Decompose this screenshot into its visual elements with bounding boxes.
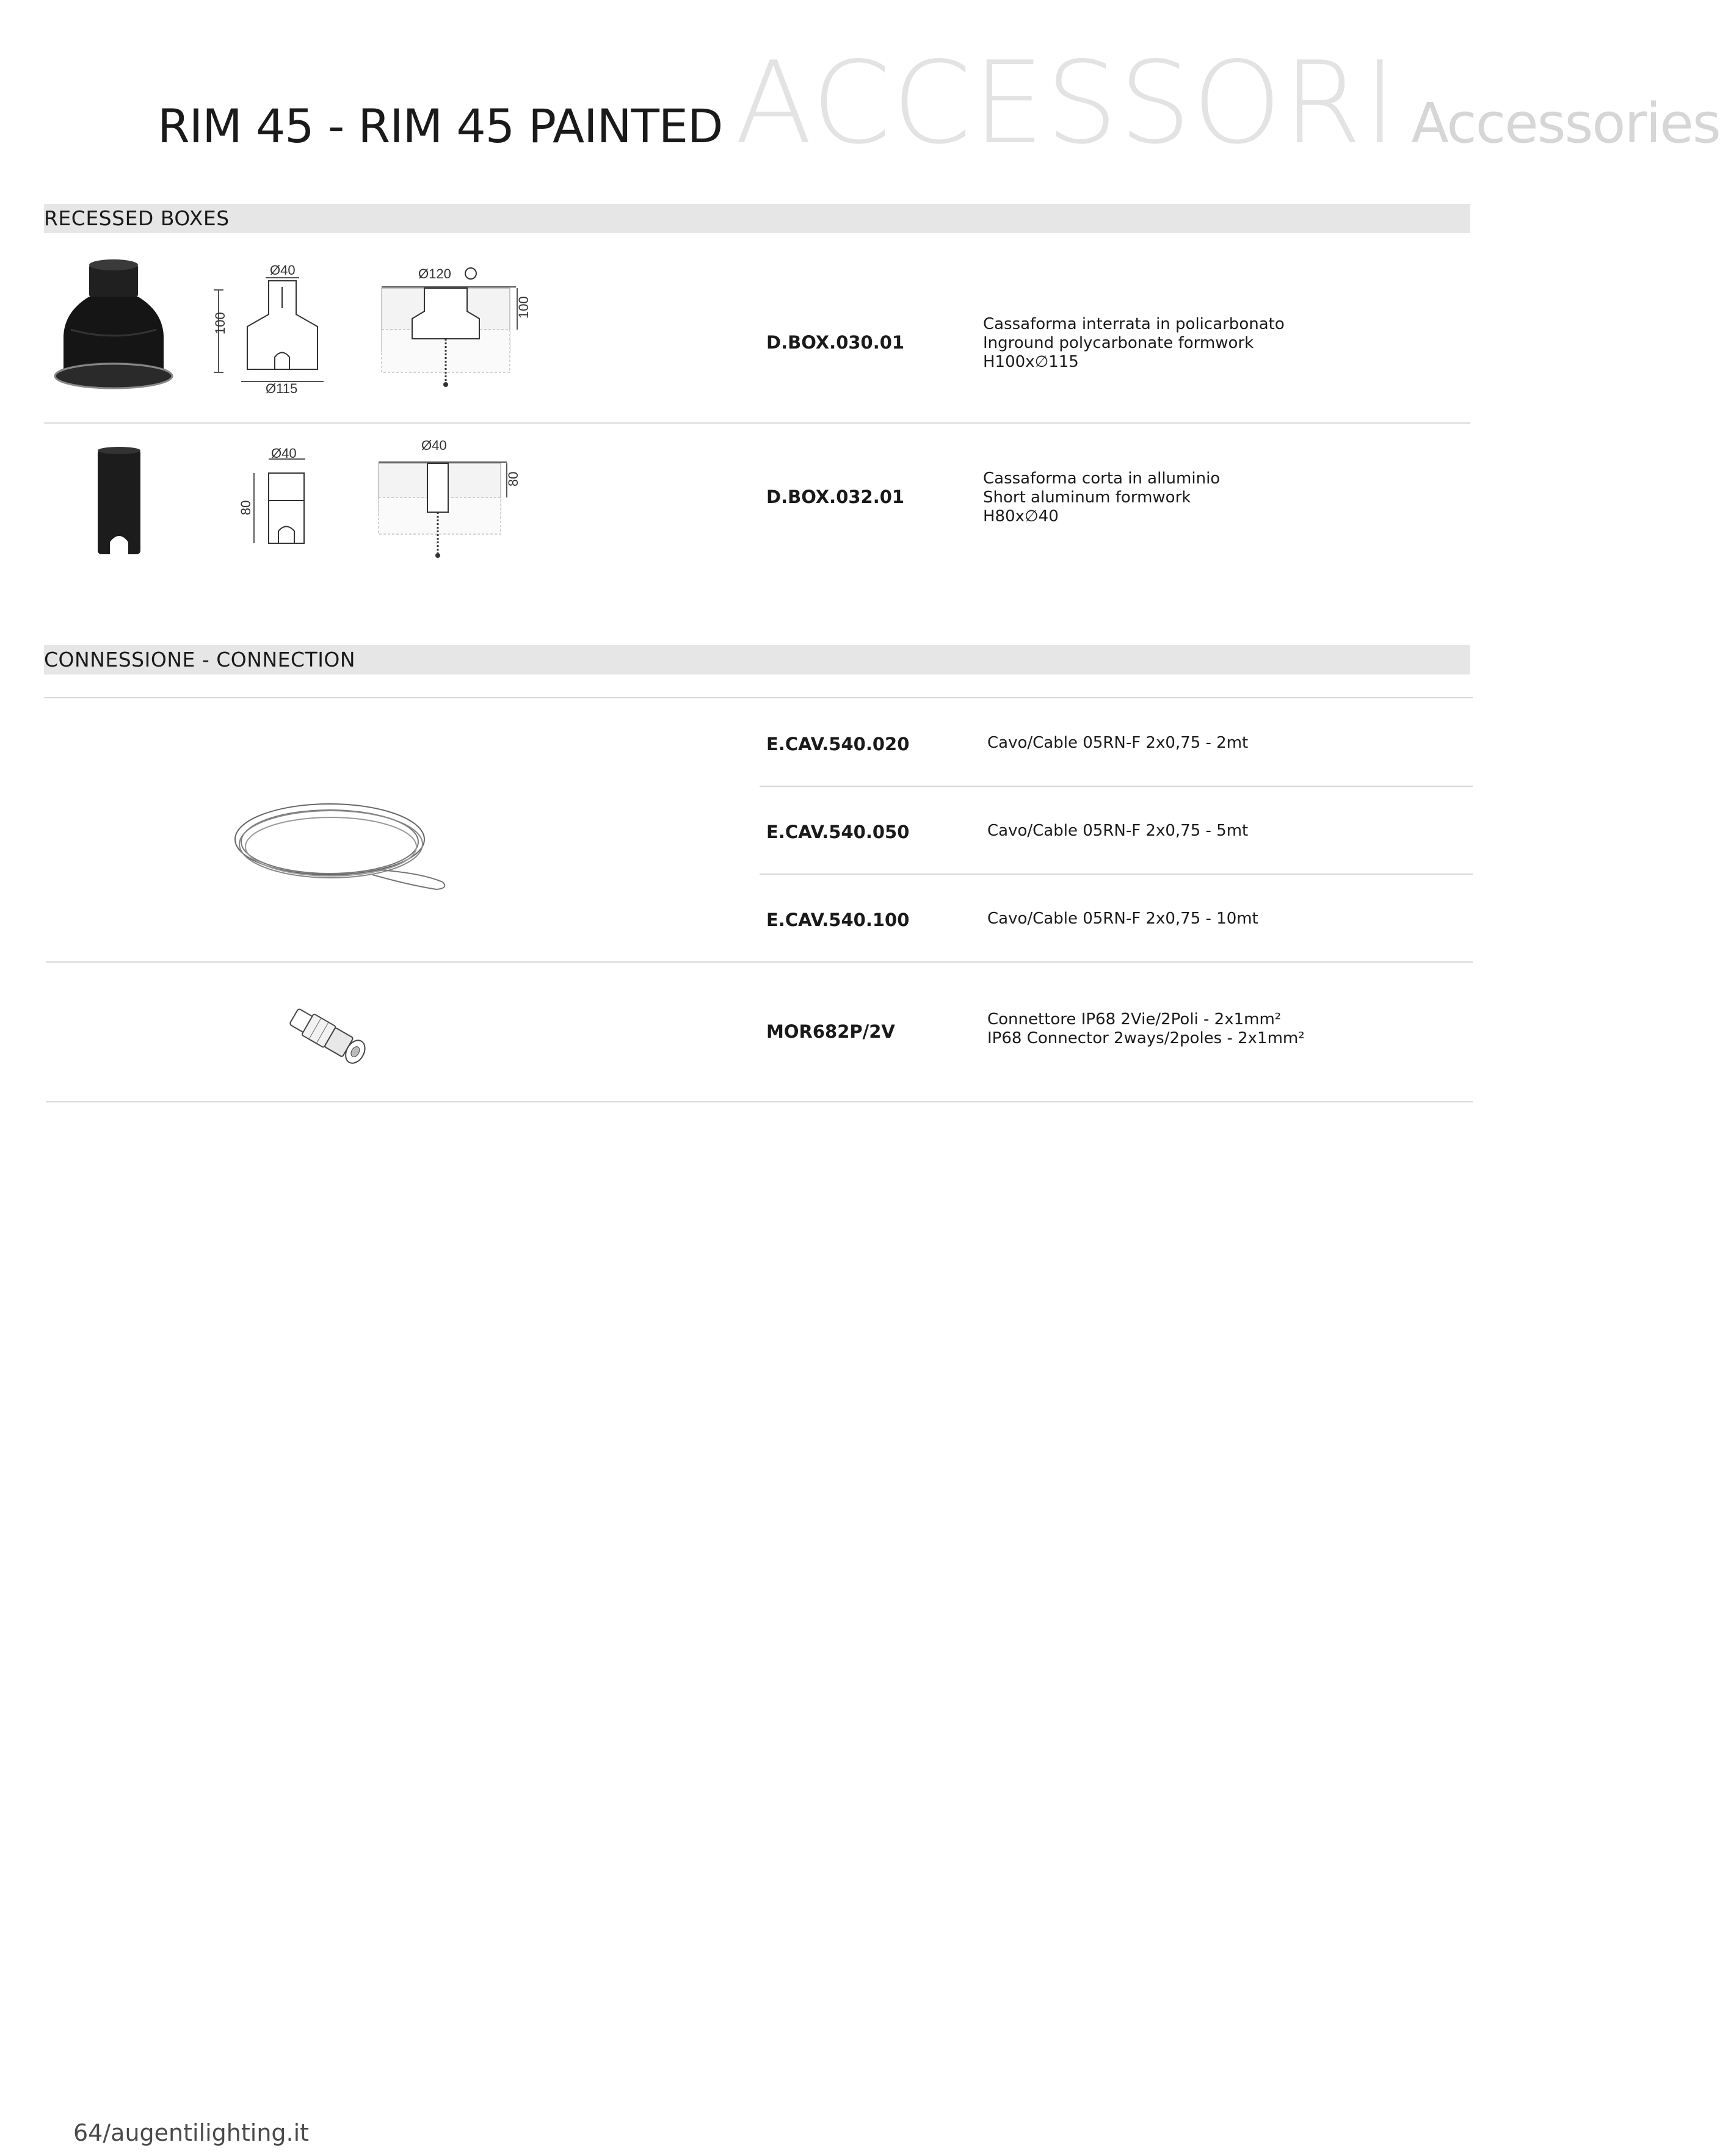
desc-line: IP68 Connector 2ways/2poles - 2x1mm² [987,1029,1305,1047]
divider [760,874,1473,875]
product-description: Cavo/Cable 05RN-F 2x0,75 - 10mt [987,910,1258,928]
product-code: E.CAV.540.100 [766,910,910,930]
product-code: D.BOX.032.01 [766,487,905,507]
desc-line: Short aluminum formwork [983,488,1191,507]
section-label: CONNESSIONE - CONNECTION [44,648,356,671]
dim-height: 100 [212,312,228,335]
product-description [987,1010,1305,1048]
section-recessed-boxes [44,204,1470,233]
rotate-icon [465,268,476,279]
dim-install-height: 100 [516,296,531,319]
cable-coil-drawing [226,797,458,903]
divider [46,961,1473,963]
dim-top: Ø40 [271,446,297,461]
product-code: MOR682P/2V [766,1021,895,1042]
product-description [983,469,1220,526]
product-description: Cavo/Cable 05RN-F 2x0,75 - 5mt [987,822,1249,840]
section-label: RECESSED BOXES [44,206,230,230]
divider [46,1101,1473,1102]
dim-top: Ø40 [270,262,296,278]
section-connection [44,645,1470,675]
dim-height: 80 [238,500,253,515]
product-photo-dbox032 [92,444,153,563]
divider [760,786,1473,787]
dim-install-height: 80 [506,471,521,487]
page-footer[interactable]: 64/augentilighting.it [73,2119,310,2146]
page-title [158,37,1720,169]
dimension-drawing-dbox030 [208,262,348,400]
product-name: RIM 45 - RIM 45 PAINTED [158,99,723,153]
dim-install-top: Ø40 [421,438,447,453]
dim-bottom: Ø115 [266,381,298,396]
install-drawing-dbox032 [366,436,525,568]
product-photo-dbox030 [53,256,181,406]
dimension-drawing-dbox032 [238,446,318,552]
category-title-en: Accessories [1411,92,1720,156]
desc-line: Connettore IP68 2Vie/2Poli - 2x1mm² [987,1010,1282,1029]
desc-line: H100x∅115 [983,353,1079,371]
install-drawing-dbox030 [357,262,540,406]
product-description [983,315,1285,372]
divider [44,422,1470,424]
category-title-it: ACCESSORI [735,37,1398,169]
product-code: D.BOX.030.01 [766,332,905,353]
desc-line: Inground polycarbonate formwork [983,334,1254,352]
product-description: Cavo/Cable 05RN-F 2x0,75 - 2mt [987,734,1249,752]
dim-install-top: Ø120 [418,266,451,281]
product-code: E.CAV.540.020 [766,734,910,754]
divider [44,697,1473,698]
desc-line: H80x∅40 [983,507,1059,526]
desc-line: Cassaforma interrata in policarbonato [983,315,1285,333]
connector-drawing [282,1001,380,1077]
desc-line: Cassaforma corta in alluminio [983,469,1221,488]
product-code: E.CAV.540.050 [766,822,910,842]
